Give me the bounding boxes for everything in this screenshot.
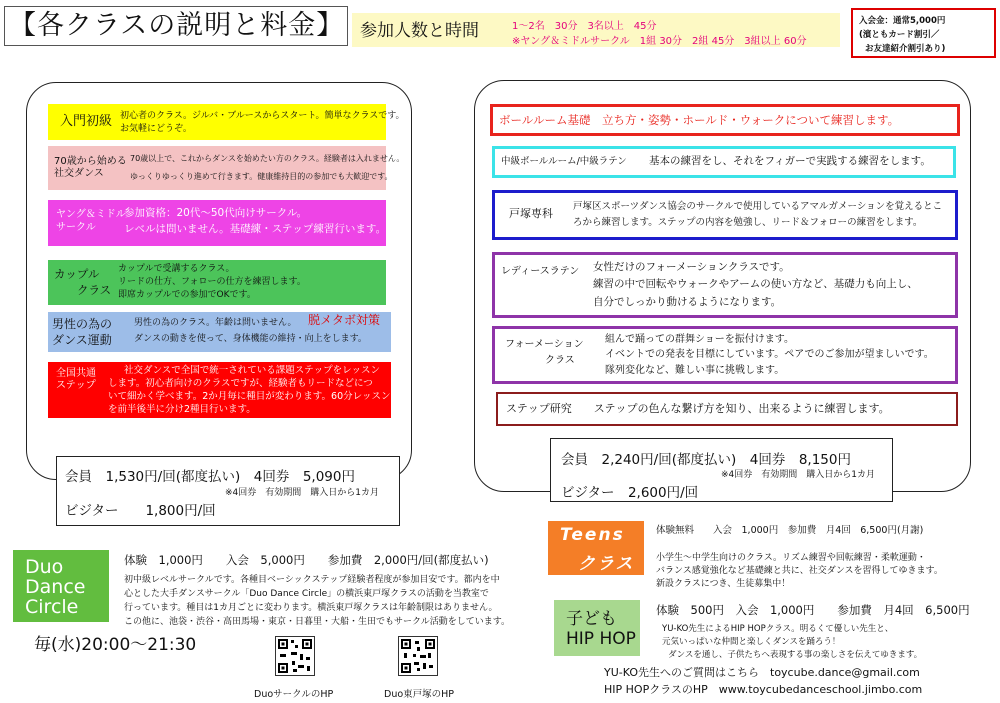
class-desc-2: イベントでの発表を目標にしています。ペアでのご参加が望ましいです。 — [605, 349, 934, 360]
logo-line: HIP HOP — [566, 629, 636, 649]
class-desc-1: 男性の為のクラス。年齢は問いません。 — [134, 318, 297, 328]
kids-website[interactable]: HIP HOPクラスのHP www.toycubedanceschool.jimbo.com — [604, 683, 923, 696]
logo-line: Duo — [25, 556, 64, 578]
teens-desc-1: 小学生～中学生向けのクラス。リズム練習や回転練習・柔軟運動・ — [656, 553, 926, 563]
duo-schedule: 毎(水)20:00～21:30 — [34, 635, 197, 655]
logo-line: クラス — [578, 554, 635, 574]
duo-desc-2: 心とした大手ダンスサークル「Duo Dance Circle」の横浜東戸塚クラスの活動を当教室で — [124, 589, 489, 599]
class-desc-3: 即席カップルでの参加でOKです。 — [118, 290, 256, 300]
class-couple — [48, 260, 386, 305]
class-ballroom-basics — [490, 104, 960, 136]
logo-line: Teens — [560, 525, 625, 545]
class-seniors — [48, 146, 405, 190]
class-desc-2: します。初心者向けのクラスですが、経験者もリードなどにつ — [108, 378, 373, 389]
class-desc-1: 組んで踊っての群舞ショーを振付けます。 — [605, 334, 794, 345]
class-totsuka — [492, 190, 958, 240]
class-desc-2: リードの仕方、フォローの仕方を練習します。 — [118, 277, 306, 287]
class-desc-2: 練習の中で回転やウォークやアームの使い方など、基礎力も向上し、 — [593, 278, 918, 290]
class-name: フォーメーション クラス — [505, 339, 584, 366]
logo-line: Circle — [25, 596, 79, 618]
teens-fees: 体験無料 入会 1,000円 参加費 月4回 6,500円(月謝) — [656, 525, 924, 536]
class-formation — [492, 326, 958, 384]
duo-dance-circle-logo — [13, 550, 109, 622]
class-desc-1: カップルで受講するクラス。 — [118, 264, 235, 274]
fee-line-2: (濱ともカード割引／ — [859, 30, 940, 40]
class-name: 男性の為の ダンス運動 — [52, 317, 113, 347]
class-desc-1: 戸塚区スポーツダンス協会のサークルで使用しているアマルガメーションを覚えるとこ — [573, 201, 943, 212]
kids-desc-1: YU-KO先生によるHIP HOPクラス。明るくて優しい先生と、 — [662, 624, 894, 634]
class-desc-2: ろから練習します。ステップの内容を勉強し、リード＆フォローの練習をします。 — [573, 217, 923, 228]
duo-higashitotsuka-qr-code[interactable] — [398, 636, 438, 676]
duo-fees: 体験 1,000円 入会 5,000円 参加費 2,000円/回(都度払い) — [124, 553, 489, 567]
info-line-2: ※ヤング＆ミドルサークル 1組 30分 2組 45分 3組以上 60分 — [512, 36, 807, 47]
class-desc-3: いて細かく学べます。2か月毎に種目が変わります。60分レッスン — [108, 391, 391, 402]
class-desc-1: 女性だけのフォーメーションクラスです。 — [593, 261, 790, 273]
class-name: レディースラテン — [501, 266, 580, 277]
logo-line: 子ども — [566, 609, 617, 629]
class-desc-1: 初心者のクラス。ジルバ・ブルースからスタート。簡単なクラスです。 — [120, 111, 405, 121]
class-name: カップル クラス — [54, 267, 112, 297]
right-price-box — [550, 438, 893, 502]
duo-desc-4: この他に、池袋・渋谷・高田馬場・東京・日暮里・大船・生田でもサークル活動をしています。 — [124, 617, 511, 627]
kids-desc-2: 元気いっぱいな仲間と楽しくダンスを踊ろう！ — [662, 637, 841, 647]
duo-higashitotsuka-hp-label[interactable]: Duo東戸塚のHP — [384, 689, 455, 700]
class-step-study — [496, 392, 958, 426]
qr-code-icon — [276, 637, 314, 675]
enrollment-fee-box — [851, 8, 996, 58]
class-desc-3: 隊列変化など、難しい事に挑戦します。 — [605, 365, 785, 376]
class-highlight: 脱メタボ対策 — [308, 313, 381, 327]
class-national-step — [48, 362, 391, 418]
class-name: 70歳から始める 社交ダンス — [54, 156, 127, 179]
class-desc-4: を前半後半に分け2種目行います。 — [108, 404, 256, 415]
class-desc-1: 参加資格：20代～50代向けサークル。 — [124, 207, 308, 219]
info-line-1: 1～2名 30分 3名以上 45分 — [512, 21, 657, 32]
class-desc-2: お気軽にどうぞ。 — [120, 124, 192, 134]
left-price-box — [56, 456, 400, 526]
class-desc-3: 自分でしっかり動けるようになります。 — [593, 296, 782, 308]
kids-fees: 体験 500円 入会 1,000円 参加費 月4回 6,500円 — [656, 603, 970, 617]
class-name: 戸塚専科 — [509, 207, 553, 220]
class-desc-2: ダンスの動きを使って、身体機能の維持・向上をします。 — [134, 334, 367, 344]
class-name: ステップ研究 ステップの色んな繋げ方を知り、出来るように練習します。 — [506, 402, 890, 415]
class-name: 全国共通 ステップ — [56, 368, 96, 391]
duo-desc-3: 行っています。種目は1カ月ごとに変わります。横浜東戸塚クラスは年齢制限はありません。 — [124, 603, 498, 613]
teens-desc-3: 新設クラスにつき、生徒募集中！ — [656, 579, 791, 589]
class-desc-1: 社交ダンスで全国で統一されている課題ステップをレッスン — [124, 365, 381, 376]
kids-desc-3: ダンスを通し、子供たちへ表現する事の楽しさを伝えてゆきます。 — [668, 650, 923, 660]
class-desc-1: 基本の練習をし、それをフィガーで実践する練習をします。 — [649, 155, 931, 167]
member-price: 会員 2,240円/回(都度払い) 4回券 8,150円 — [561, 452, 851, 468]
visitor-price: ビジター 1,800円/回 — [65, 503, 216, 519]
teens-desc-2: バランス感覚強化など基礎練と共に、社交ダンスを習得してゆきます。 — [656, 566, 943, 576]
logo-line: Dance — [25, 576, 86, 598]
teens-class-logo — [548, 521, 644, 575]
class-mens — [48, 312, 391, 352]
class-name: 入門初級 — [60, 114, 113, 129]
fee-line-3: お友達紹介割引あり) — [865, 44, 946, 54]
kids-hiphop-logo — [554, 600, 640, 656]
class-desc-2: レベルは問いません。基礎練・ステップ練習行います。 — [124, 223, 387, 235]
duo-circle-hp-label[interactable]: DuoサークルのHP — [254, 689, 334, 700]
class-desc-1: 70歳以上で、これからダンスを始めたい方のクラス。経験者は入れません。 — [130, 154, 405, 163]
qr-code-icon — [399, 637, 437, 675]
duo-circle-qr-code[interactable] — [275, 636, 315, 676]
ticket-note: ※4回券 有効期間 購入日から1カ月 — [721, 470, 875, 480]
class-name: ヤング＆ミドル サークル — [56, 209, 126, 233]
class-ladies-latin — [492, 252, 958, 318]
ticket-note: ※4回券 有効期間 購入日から1カ月 — [225, 488, 379, 498]
class-desc-2: ゆっくりゆっくり進めて行きます。健康維持目的の参加でも大歓迎です。 — [130, 172, 393, 181]
info-heading: 参加人数と時間 — [360, 21, 479, 41]
kids-contact-email[interactable]: YU-KO先生へのご質問はこちら toycube.dance@gmail.com — [604, 666, 920, 679]
class-beginner — [48, 104, 405, 140]
class-name: 中級ボールルーム/中級ラテン — [501, 156, 627, 167]
page-title: 【各クラスの説明と料金】 — [4, 6, 348, 46]
class-young-middle — [48, 200, 386, 246]
visitor-price: ビジター 2,600円/回 — [561, 485, 699, 501]
class-name: ボールルーム基礎 立ち方・姿勢・ホールド・ウォークについて練習します。 — [499, 113, 900, 127]
fee-line-1: 入会金：通常5,000円 — [859, 16, 946, 26]
member-price: 会員 1,530円/回(都度払い) 4回券 5,090円 — [65, 469, 355, 485]
class-intermediate — [492, 146, 956, 178]
duo-desc-1: 初中級レベルサークルです。各種目ベーシックステップ経験者程度が参加目安です。都内を中 — [124, 575, 500, 585]
